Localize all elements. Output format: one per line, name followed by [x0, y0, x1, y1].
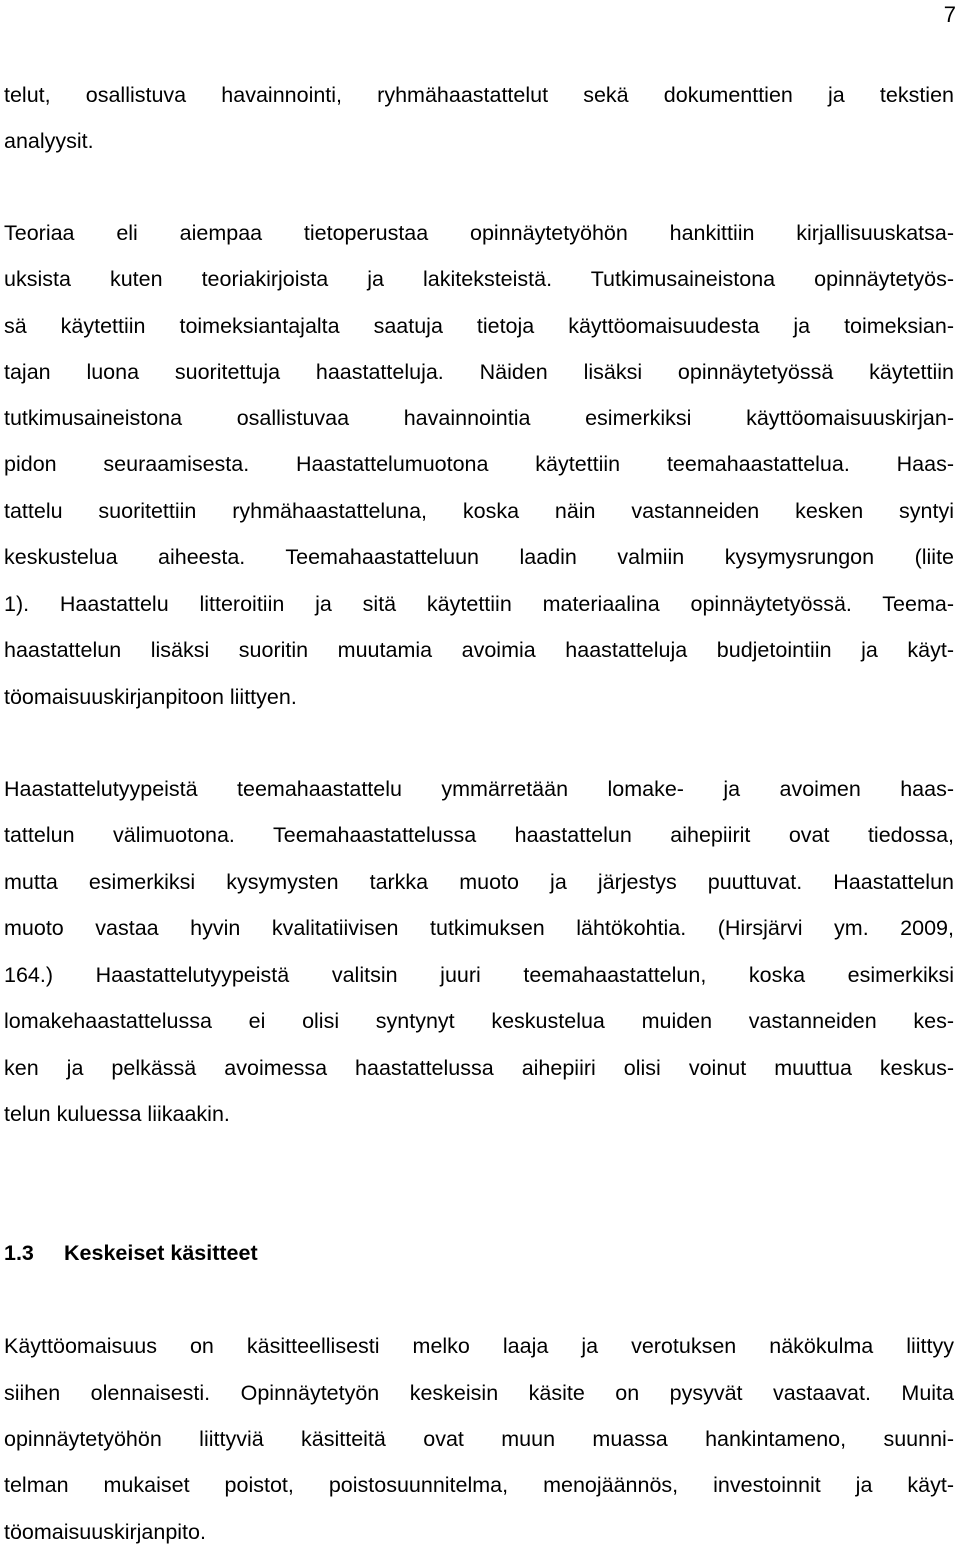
- section-number: 1.3: [4, 1241, 34, 1265]
- text-line: muoto vastaa hyvin kvalitatiivisen tutkimuksen lähtökohtia. (Hirsjärvi ym. 2009,: [4, 916, 954, 940]
- text-line: telut, osallistuva havainnointi, ryhmähaastattelut sekä dokumenttien ja tekstien: [4, 83, 954, 107]
- text-line: telun kuluessa liikaakin.: [4, 1102, 230, 1126]
- text-line: sä käytettiin toimeksiantajalta saatuja tietoja käyttöomaisuudesta ja toimeksian-: [4, 314, 954, 338]
- text-line: 1). Haastattelu litteroitiin ja sitä käytettiin materiaalina opinnäytetyössä. Teema-: [4, 592, 954, 616]
- text-line: 164.) Haastattelutyypeistä valitsin juuri teemahaastattelun, koska esimerkiksi: [4, 963, 954, 987]
- text-line: Käyttöomaisuus on käsitteellisesti melko laaja ja verotuksen näkökulma liittyy: [4, 1334, 954, 1358]
- text-line: Teoriaa eli aiempaa tietoperustaa opinnäytetyöhön hankittiin kirjallisuuskatsa-: [4, 221, 954, 245]
- text-line: opinnäytetyöhön liittyviä käsitteitä ovat muun muassa hankintameno, suunni-: [4, 1427, 954, 1451]
- page-number: 7: [943, 2, 956, 27]
- text-line: tajan luona suoritettuja haastatteluja. Näiden lisäksi opinnäytetyössä käytettiin: [4, 360, 954, 384]
- text-line: pidon seuraamisesta. Haastattelumuotona käytettiin teemahaastattelua. Haas-: [4, 452, 954, 476]
- text-line: töomaisuuskirjanpitoon liittyen.: [4, 685, 297, 709]
- text-line: töomaisuuskirjanpito.: [4, 1520, 206, 1544]
- text-line: tattelun välimuotona. Teemahaastattelussa haastattelun aihepiirit ovat tiedossa,: [4, 823, 954, 847]
- text-line: haastattelun lisäksi suoritin muutamia avoimia haastatteluja budjetointiin ja käyt-: [4, 638, 954, 662]
- text-line: mutta esimerkiksi kysymysten tarkka muoto ja järjestys puuttuvat. Haastattelun: [4, 870, 954, 894]
- section-heading: [4, 1240, 954, 1266]
- text-line: lomakehaastattelussa ei olisi syntynyt keskustelua muiden vastanneiden kes-: [4, 1009, 954, 1033]
- text-line: keskustelua aiheesta. Teemahaastatteluun laadin valmiin kysymysrungon (liite: [4, 545, 954, 569]
- text-line: tattelu suoritettiin ryhmähaastatteluna, koska näin vastanneiden kesken syntyi: [4, 499, 954, 523]
- text-line: telman mukaiset poistot, poistosuunnitelma, menojäännös, investoinnit ja käyt-: [4, 1473, 954, 1497]
- text-line: ken ja pelkässä avoimessa haastattelussa aihepiiri olisi voinut muuttua keskus-: [4, 1056, 954, 1080]
- text-line: siihen olennaisesti. Opinnäytetyön keskeisin käsite on pysyvät vastaavat. Muita: [4, 1381, 954, 1405]
- text-line: tutkimusaineistona osallistuvaa havainnointia esimerkiksi käyttöomaisuuskirjan-: [4, 406, 954, 430]
- text-line: uksista kuten teoriakirjoista ja lakiteksteistä. Tutkimusaineistona opinnäytetyös-: [4, 267, 954, 291]
- text-line: analyysit.: [4, 129, 94, 153]
- text-line: Haastattelutyypeistä teemahaastattelu ymmärretään lomake- ja avoimen haas-: [4, 777, 954, 801]
- section-title: Keskeiset käsitteet: [64, 1241, 258, 1265]
